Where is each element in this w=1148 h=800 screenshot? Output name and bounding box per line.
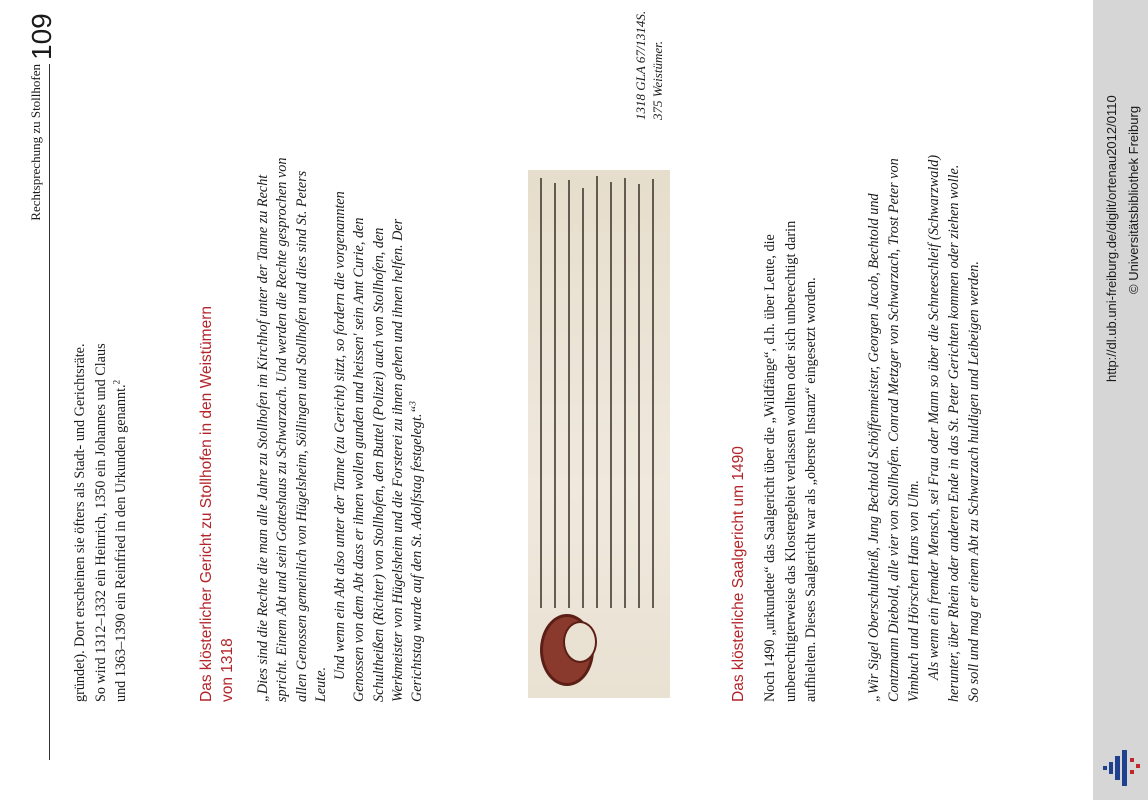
footnote-marker: 3 <box>407 401 418 406</box>
footnote-marker: 2 <box>111 379 122 385</box>
page-number: 109 <box>26 13 57 60</box>
saalgericht-quote-para-1: „Wir Sigel Oberschultheiß, Jung Bechtold Schöffenmeister, Georgen Jacob, Bechtold und Contzmann Diebold, alle vier von Stollhofen. Conrad Metzger von Schwarzach, Trost Peter von Vimbuch und Hörschen Hans von Ulm. <box>866 158 922 702</box>
manuscript-line <box>582 188 584 608</box>
manuscript-line <box>652 179 654 608</box>
intro-line-2: So wird 1312–1332 ein Heinrich, 1350 ein Johannes und Claus <box>92 343 109 702</box>
saalgericht-quote <box>864 154 984 702</box>
illuminated-initial-icon <box>540 614 594 686</box>
manuscript-line <box>568 180 570 608</box>
section-heading-line-1: Das klösterlicher Gericht zu Stollhofen in den Weistümern <box>198 306 215 702</box>
weistum-quote-para-2 <box>331 154 427 702</box>
section-heading-line-2: von 1318 <box>219 638 236 702</box>
archive-reference-note <box>632 11 666 120</box>
weistum-quote-para-1: „Dies sind die Rechte die man alle Jahre zu Stollhofen im Kirchhof unter der Tanne zu Recht spricht. Einem Abt und sein Gotteshaus zu Schwarzach. Und werden die Rechte gesprochen von allen Genossen gemeinlich von Hügelsheim, Söllingen und Stollhofen und dies sind St. Peters Leute. <box>255 157 329 702</box>
intro-line-1: gründet). Dort erscheinen sie öfters als Stadt- und Gerichtsräte. <box>72 343 88 702</box>
manuscript-image <box>528 170 670 698</box>
running-title: Rechtsprechung zu Stollhofen <box>28 64 43 221</box>
copyright-text: © Universitätsbibliothek Freiburg <box>1126 105 1141 294</box>
manuscript-line <box>624 178 626 608</box>
manuscript-line <box>610 182 612 608</box>
intro-line-3 <box>111 162 132 702</box>
saalgericht-quote-para-2: Als wenn ein fremder Mensch, sei Frau oder Mann so über die Schneeschleif (Schwarzwald) herunter, über Rhein oder anderen Ende in das St. Peter Gerichten kommen oder ziehen wolle. So soll und mag er einem Abt zu Schwarzach huldigen und Leibeigen werden. <box>926 154 982 702</box>
weistum-quote-para-2-text: Und wenn ein Abt also unter der Tanne (zu Gericht) sitzt, so fordern die vorgenannten Genossen von dem Abt dass er ihnen wollen gunden und heissen' sein Amt Curie, den Schultheißen (Richter) von Stollhofen, den Buttel (Polizei) auch von Stollhofen, den Werkmeister von Hügelsheim und die Forsterei zu ihnen gehen und ihnen helfen. Der Gerichtstag wurde auf den St. Adolfstag festgelegt.“ <box>332 191 426 702</box>
illuminated-initial-inner <box>563 621 597 663</box>
manuscript-line <box>554 183 556 608</box>
document-url-link[interactable]: http://dl.ub.uni-freiburg.de/diglit/ortenau2012/0110 <box>1104 95 1119 382</box>
manuscript-line <box>540 178 542 608</box>
manuscript-line <box>596 176 598 608</box>
manuscript-line <box>638 184 640 608</box>
section-heading-1318 <box>196 162 238 702</box>
saalgericht-paragraph: Noch 1490 „urkundete“ das Saalgericht über die „Wildfänge“, d.h. über Leute, die unberechtigterweise das Klostergebiet verlassen wollten oder sich unberechtigt darin aufhielten. Dieses Saalgericht war als „oberste Instanz“ eingesetzt worden. <box>762 220 819 702</box>
archive-reference-line-2: 375 Weistümer. <box>650 41 665 120</box>
archive-reference-line-1: 1318 GLA 67/1314S. <box>633 10 648 120</box>
section-heading-saalgericht: Das klösterliche Saalgericht um 1490 <box>730 446 747 702</box>
intro-paragraph <box>70 162 132 702</box>
ub-freiburg-logo-icon <box>1101 746 1143 788</box>
intro-line-3-text: und 1363–1390 ein Reinfried in den Urkunden genannt. <box>113 384 129 702</box>
weistum-quote <box>254 154 428 702</box>
header-rule <box>49 64 50 760</box>
